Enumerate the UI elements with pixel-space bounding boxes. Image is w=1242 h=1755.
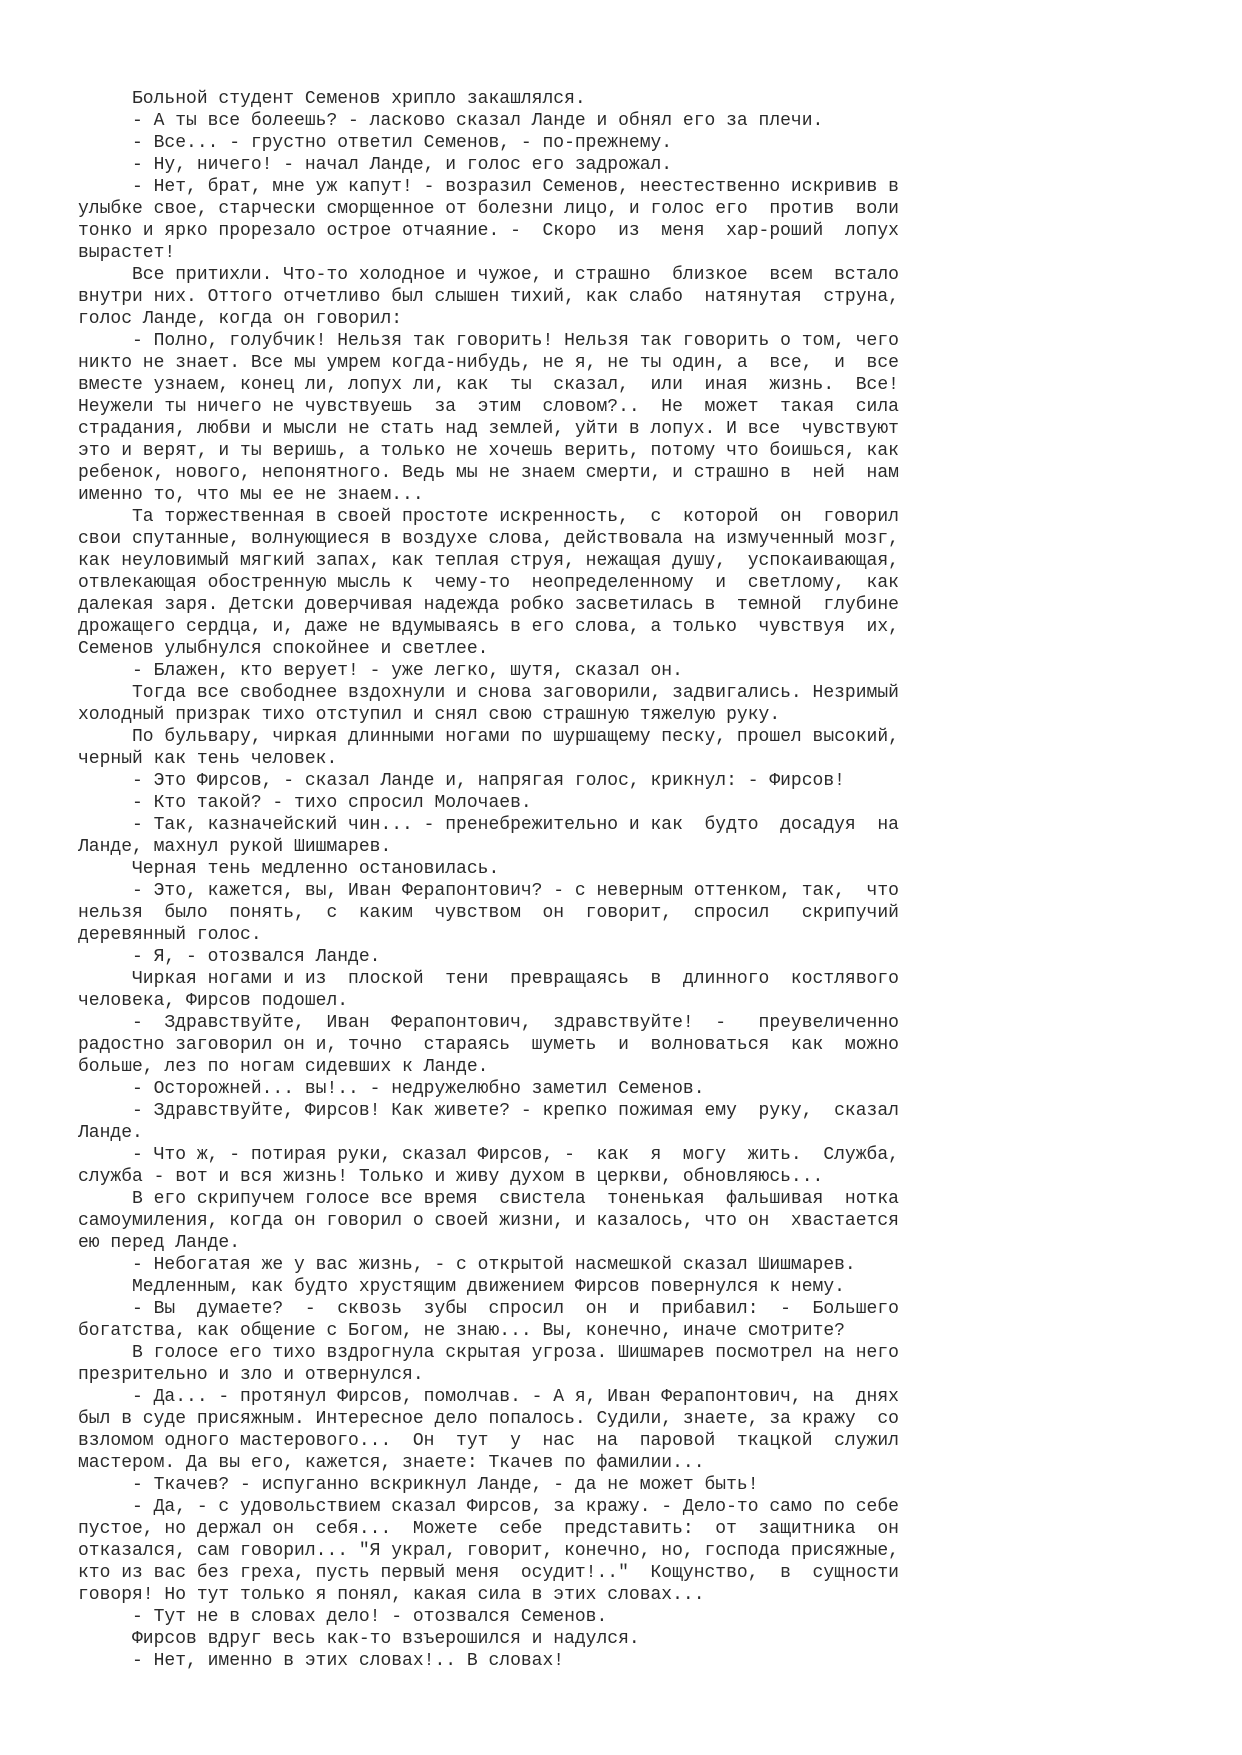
text-line: отказался, сам говорил... "Я украл, говорит, конечно, но, господа присяжные, xyxy=(78,1541,899,1561)
text-line: человека, Фирсов подошел. xyxy=(78,991,349,1011)
text-line: - Это Фирсов, - сказал Ланде и, напрягая голос, крикнул: - Фирсов! xyxy=(78,771,845,791)
text-line: - Ну, ничего! - начал Ланде, и голос его задрожал. xyxy=(78,155,673,175)
text-line: внутри них. Оттого отчетливо был слышен тихий, как слабо натянутая струна, xyxy=(78,287,899,307)
text-line: Медленным, как будто хрустящим движением Фирсов повернулся к нему. xyxy=(78,1277,845,1297)
text-line: дрожащего сердца, и, даже не вдумываясь в его слова, а только чувствуя их, xyxy=(78,617,899,637)
text-line: - Кто такой? - тихо спросил Молочаев. xyxy=(78,793,532,813)
text-line: это и верят, и ты веришь, а только не хочешь верить, потому что боишься, как xyxy=(78,441,899,461)
text-line: ребенок, нового, непонятного. Ведь мы не знаем смерти, и страшно в ней нам xyxy=(78,463,899,483)
text-line: Ланде. xyxy=(78,1123,143,1143)
text-line: страдания, любви и мысли не стать над землей, уйти в лопух. И все чувствуют xyxy=(78,419,899,439)
text-line: В его скрипучем голосе все время свистела тоненькая фальшивая нотка xyxy=(78,1189,899,1209)
text-line: - Да, - с удовольствием сказал Фирсов, за кражу. - Дело-то само по себе xyxy=(78,1497,899,1517)
text-line: Тогда все свободнее вздохнули и снова заговорили, задвигались. Незримый xyxy=(78,683,899,703)
text-line: отвлекающая обостренную мысль к чему-то неопределенному и светлому, как xyxy=(78,573,899,593)
text-line: По бульвару, чиркая длинными ногами по шуршащему песку, прошел высокий, xyxy=(78,727,899,747)
text-line: - Это, кажется, вы, Иван Ферапонтович? - с неверным оттенком, так, что xyxy=(78,881,899,901)
text-line: говоря! Но тут только я понял, какая сила в этих словах... xyxy=(78,1585,705,1605)
text-line: Ланде, махнул рукой Шишмарев. xyxy=(78,837,392,857)
text-line: как неуловимый мягкий запах, как теплая струя, нежащая душу, успокаивающая, xyxy=(78,551,899,571)
text-line: никто не знает. Все мы умрем когда-нибудь, не я, не ты один, а все, и все xyxy=(78,353,899,373)
text-line: мастером. Да вы его, кажется, знаете: Ткачев по фамилии... xyxy=(78,1453,705,1473)
text-line: вырастет! xyxy=(78,243,176,263)
text-line: - Нет, брат, мне уж капут! - возразил Семенов, неестественно искривив в xyxy=(78,177,899,197)
text-line: - Тут не в словах дело! - отозвался Семенов. xyxy=(78,1607,608,1627)
text-line: - Осторожней... вы!.. - недружелюбно заметил Семенов. xyxy=(78,1079,705,1099)
text-line: - Я, - отозвался Ланде. xyxy=(78,947,381,967)
text-line: холодный призрак тихо отступил и снял свою страшную тяжелую руку. xyxy=(78,705,781,725)
text-line: нельзя было понять, с каким чувством он говорит, спросил скрипучий xyxy=(78,903,899,923)
text-line: голос Ланде, когда он говорил: xyxy=(78,309,403,329)
text-line: кто из вас без греха, пусть первый меня осудит!.." Кощунство, в сущности xyxy=(78,1563,899,1583)
text-line: презрительно и зло и отвернулся. xyxy=(78,1365,424,1385)
text-line: Черная тень медленно остановилась. xyxy=(78,859,500,879)
text-line: больше, лез по ногам сидевших к Ланде. xyxy=(78,1057,489,1077)
text-line: - Вы думаете? - сквозь зубы спросил он и прибавил: - Большего xyxy=(78,1299,899,1319)
text-line: радостно заговорил он и, точно стараясь шуметь и волноваться как можно xyxy=(78,1035,899,1055)
text-line: - Здравствуйте, Иван Ферапонтович, здравствуйте! - преувеличенно xyxy=(78,1013,899,1033)
text-line: Больной студент Семенов хрипло закашлялся. xyxy=(78,89,586,109)
text-line: самоумиления, когда он говорил о своей жизни, и казалось, что он хвастается xyxy=(78,1211,899,1231)
text-line: богатства, как общение с Богом, не знаю... Вы, конечно, иначе смотрите? xyxy=(78,1321,845,1341)
text-line: пустое, но держал он себя... Можете себе представить: от защитника он xyxy=(78,1519,899,1539)
text-line: В голосе его тихо вздрогнула скрытая угроза. Шишмарев посмотрел на него xyxy=(78,1343,899,1363)
text-line: Чиркая ногами и из плоской тени превращаясь в длинного костлявого xyxy=(78,969,899,989)
text-line: - Все... - грустно ответил Семенов, - по-прежнему. xyxy=(78,133,673,153)
text-line: служба - вот и вся жизнь! Только и живу духом в церкви, обновляюсь... xyxy=(78,1167,824,1187)
text-line: - Небогатая же у вас жизнь, - с открытой насмешкой сказал Шишмарев. xyxy=(78,1255,856,1275)
text-line: - Ткачев? - испуганно вскрикнул Ланде, - да не может быть! xyxy=(78,1475,759,1495)
text-line: - Здравствуйте, Фирсов! Как живете? - крепко пожимая ему руку, сказал xyxy=(78,1101,899,1121)
text-line: черный как тень человек. xyxy=(78,749,338,769)
text-line: - А ты все болеешь? - ласково сказал Ланде и обнял его за плечи. xyxy=(78,111,824,131)
text-line: - Блажен, кто верует! - уже легко, шутя, сказал он. xyxy=(78,661,683,681)
text-line: Та торжественная в своей простоте искренность, с которой он говорил xyxy=(78,507,899,527)
text-line: был в суде присяжным. Интересное дело попалось. Судили, знаете, за кражу со xyxy=(78,1409,899,1429)
text-line: Фирсов вдруг весь как-то взъерошился и надулся. xyxy=(78,1629,640,1649)
text-line: - Так, казначейский чин... - пренебрежительно и как будто досадуя на xyxy=(78,815,899,835)
text-line: - Нет, именно в этих словах!.. В словах! xyxy=(78,1651,565,1671)
text-line: свои спутанные, волнующиеся в воздухе слова, действовала на измученный мозг, xyxy=(78,529,899,549)
text-line: Все притихли. Что-то холодное и чужое, и страшно близкое всем встало xyxy=(78,265,899,285)
document-page xyxy=(78,88,1078,1672)
text-line: далекая заря. Детски доверчивая надежда робко засветилась в темной глубине xyxy=(78,595,899,615)
text-line: Семенов улыбнулся спокойнее и светлее. xyxy=(78,639,489,659)
text-line: деревянный голос. xyxy=(78,925,262,945)
text-line: именно то, что мы ее не знаем... xyxy=(78,485,424,505)
text-line: ею перед Ланде. xyxy=(78,1233,241,1253)
text-line: вместе узнаем, конец ли, лопух ли, как ты сказал, или иная жизнь. Все! xyxy=(78,375,899,395)
text-line: - Да... - протянул Фирсов, помолчав. - А я, Иван Ферапонтович, на днях xyxy=(78,1387,899,1407)
text-line: - Полно, голубчик! Нельзя так говорить! Нельзя так говорить о том, чего xyxy=(78,331,899,351)
text-line: тонко и ярко прорезало острое отчаяние. - Скоро из меня хар-роший лопух xyxy=(78,221,899,241)
text-line: Неужели ты ничего не чувствуешь за этим словом?.. Не может такая сила xyxy=(78,397,899,417)
text-line: взломом одного мастерового... Он тут у нас на паровой ткацкой служил xyxy=(78,1431,899,1451)
text-line: - Что ж, - потирая руки, сказал Фирсов, - как я могу жить. Служба, xyxy=(78,1145,899,1165)
text-line: улыбке свое, старчески сморщенное от болезни лицо, и голос его против воли xyxy=(78,199,899,219)
